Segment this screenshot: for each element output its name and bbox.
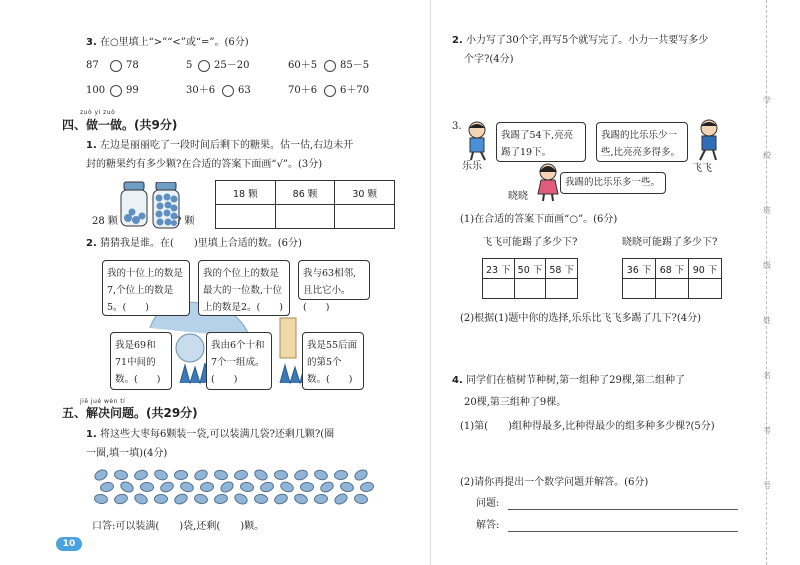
jujube-icon: [279, 480, 296, 495]
option-cell: 90 下: [689, 259, 722, 279]
spine-label: 学: [763, 96, 771, 105]
jujube-icon: [113, 469, 128, 481]
jujube-icon: [213, 493, 229, 505]
option-cell: 30 颗: [335, 181, 395, 205]
jujube-group: [94, 470, 394, 510]
jujube-icon: [293, 468, 310, 482]
sec5-pinyin: jiě jué wèn tí: [80, 398, 126, 405]
spine-label: 班: [763, 206, 771, 215]
jujube-icon: [133, 468, 149, 481]
compare-circle[interactable]: [110, 60, 122, 72]
right-q3-number: 3.: [452, 121, 462, 132]
jujube-icon: [174, 470, 188, 480]
xiaoxiao-name: 晓晓: [508, 191, 528, 202]
question-answer-line[interactable]: [508, 509, 738, 510]
jujube-icon: [319, 480, 336, 495]
option-cell: 23 下: [483, 259, 515, 279]
spine-label: 姓: [763, 316, 771, 325]
jujube-icon: [92, 467, 109, 483]
right-q4-text-a: 同学们在植树节种树,第一组种了29棵,第二组种了: [465, 375, 686, 386]
jujube-icon: [99, 481, 115, 493]
xiaoxiao-question: 晓晓可能踢了多少下?: [622, 237, 718, 248]
compare-right: 78: [126, 60, 139, 71]
sec4-q2: [86, 237, 302, 251]
answer-cell[interactable]: [656, 279, 689, 299]
option-cell: 36 下: [623, 259, 656, 279]
compare-left: 60＋5: [288, 60, 318, 71]
jujube-icon: [359, 481, 375, 493]
candy-options-table: [215, 180, 395, 229]
compare-right: 25－20: [214, 60, 250, 71]
sec4-q2-text: 猜猜我是谁。在( )里填上合适的数。(6分): [99, 238, 302, 249]
right-q3-sub1: (1)在合适的答案下面画“○”。(6分): [460, 214, 618, 225]
jujube-icon: [352, 467, 369, 483]
spine-label: 号: [763, 481, 771, 490]
left-q3-text: 在○里填上“>”“<”或“=”。(6分): [99, 37, 249, 48]
compare-right: 99: [126, 85, 139, 96]
jujube-icon: [259, 480, 275, 493]
jujube-icon: [133, 492, 150, 507]
sec4-title: 四、做一做。(共9分): [62, 118, 178, 132]
compare-left: 70＋6: [288, 85, 318, 96]
jujube-icon: [218, 479, 235, 495]
jujube-icon: [213, 469, 229, 482]
riddle-card: 我与63相邻,且比它小。( ): [298, 260, 370, 300]
jujube-icon: [140, 482, 155, 493]
page-divider: [430, 0, 431, 565]
riddle-card: 我是69和71中间的数。( ): [110, 332, 172, 390]
sec5-q1-text-a: 将这些大枣每6颗装一袋,可以装满几袋?还剩几颗?(圈: [99, 429, 335, 440]
answer-cell[interactable]: [623, 279, 656, 299]
jujube-icon: [93, 493, 108, 505]
jujube-icon: [339, 481, 355, 494]
jujube-icon: [159, 480, 176, 494]
compare-right: 85－5: [340, 60, 370, 71]
answer-cell[interactable]: [335, 205, 395, 229]
right-q4-number: 4.: [452, 375, 463, 386]
option-cell: 18 颗: [216, 181, 276, 205]
option-cell: 86 颗: [275, 181, 335, 205]
compare-left: 30＋6: [186, 85, 216, 96]
jujube-icon: [273, 492, 289, 506]
compare-circle[interactable]: [324, 85, 336, 97]
answer-cell[interactable]: [216, 205, 276, 229]
xiaoxiao-speech-bubble: 我踢的比乐乐多一些。: [560, 172, 666, 194]
jujube-icon: [353, 493, 368, 505]
jujube-icon: [239, 481, 254, 493]
feifei-character-icon: [694, 118, 724, 166]
feifei-question: 飞飞可能踢了多少下?: [482, 237, 578, 248]
jujube-icon: [193, 493, 209, 506]
lele-character-icon: [462, 120, 492, 162]
xiaoxiao-character-icon: [534, 162, 562, 202]
riddle-card: 我的十位上的数是7,个位上的数是5。( ): [102, 260, 190, 316]
spine-label: 校: [763, 151, 771, 160]
jujube-icon: [113, 492, 129, 505]
jujube-icon: [313, 468, 329, 482]
right-q4: [452, 374, 752, 410]
jujube-icon: [314, 493, 329, 504]
jujube-icon: [334, 469, 349, 480]
jujube-icon: [193, 468, 210, 483]
answer-label: 解答:: [476, 520, 500, 531]
feifei-name: 飞飞: [692, 163, 712, 174]
jujube-icon: [233, 469, 249, 481]
right-q4-sub2: (2)请你再提出一个数学问题并解答。(6分): [460, 477, 649, 488]
jujube-icon: [300, 482, 314, 492]
sec4-q1-number: 1.: [86, 140, 97, 151]
sec5-q1: [86, 428, 406, 461]
jar-right-label: ? 颗: [176, 216, 195, 227]
spine-label: 级: [763, 261, 771, 270]
jujube-icon: [119, 479, 136, 494]
sec4-q2-number: 2.: [86, 238, 97, 249]
sec5-q1-answer: 口答:可以装满( )袋,还剩( )颗。: [92, 521, 265, 532]
jujube-icon: [254, 494, 269, 505]
elephant-icon: [176, 334, 204, 362]
jujube-icon: [253, 467, 270, 482]
giraffe-icon: [280, 318, 296, 358]
spine-label: 名: [763, 371, 771, 380]
right-q2: [452, 34, 752, 67]
right-q4-sub1: (1)第( )组种得最多,比种得最少的组多种多少棵?(5分): [460, 421, 715, 432]
compare-circle[interactable]: [324, 60, 336, 72]
compare-left: 100: [86, 85, 106, 96]
sec5-title: 五、解决问题。(共29分): [62, 406, 198, 420]
feifei-options-table: [482, 258, 578, 299]
question-label: 问题:: [476, 498, 500, 509]
compare-right: 63: [238, 85, 251, 96]
sec4-pinyin: zuò yi zuò: [80, 109, 116, 116]
spine-label: 考: [763, 426, 771, 435]
answer-cell[interactable]: [689, 279, 722, 299]
left-q3-prompt: [86, 36, 249, 50]
sec5-q1-number: 1.: [86, 429, 97, 440]
page-number: 10: [56, 537, 82, 551]
compare-left: 5: [186, 60, 193, 71]
jujube-icon: [332, 491, 349, 506]
jujube-icon: [154, 494, 168, 504]
sec4-q1: [86, 139, 406, 172]
riddle-card: 我的个位上的数是最大的一位数,十位上的数是2。( ): [198, 260, 290, 316]
option-cell: 58 下: [546, 259, 578, 279]
compare-circle[interactable]: [110, 85, 122, 97]
sec4-q1-text-a: 左边是丽丽吃了一段时间后剩下的糖果。估一估,右边未开: [99, 140, 354, 151]
compare-right: 6＋70: [340, 85, 370, 96]
jujube-icon: [200, 481, 215, 492]
left-q3-number: 3.: [86, 37, 97, 48]
jujube-icon: [153, 468, 170, 482]
jar-left-label: 28 颗: [92, 216, 118, 227]
right-q4-text-b: 20棵,第三组种了9棵。: [464, 397, 567, 408]
xiaoxiao-options-table: [622, 258, 722, 299]
jujube-icon: [274, 470, 289, 481]
jujube-icon: [293, 492, 309, 506]
answer-cell[interactable]: [275, 205, 335, 229]
right-q2-text-b: 个字?(4分): [464, 54, 514, 65]
feifei-speech-bubble: 我踢的比乐乐少一些,比亮亮多得多。: [596, 122, 688, 162]
answer-cell[interactable]: [514, 279, 546, 299]
compare-circle[interactable]: [198, 60, 210, 72]
sec4-q1-text-b: 封的糖果约有多少颗?在合适的答案下面画“√”。(3分): [86, 159, 323, 170]
lele-name: 乐乐: [462, 161, 482, 172]
jujube-icon: [232, 491, 249, 506]
option-cell: 68 下: [656, 259, 689, 279]
right-q2-text-a: 小力写了30个字,再写5个就写完了。小力一共要写多少: [465, 35, 709, 46]
answer-line[interactable]: [508, 531, 738, 532]
sec5-q1-text-b: 一圈,填一填)(4分): [86, 448, 168, 459]
compare-circle[interactable]: [222, 85, 234, 97]
jujube-icon: [179, 480, 195, 494]
right-q3-sub2: (2)根据(1)题中你的选择,乐乐比飞飞多踢了几下?(4分): [460, 313, 702, 324]
answer-cell[interactable]: [546, 279, 578, 299]
answer-cell[interactable]: [483, 279, 515, 299]
option-cell: 50 下: [514, 259, 546, 279]
lele-speech-bubble: 我踢了54下,亮亮踢了19下。: [496, 122, 586, 162]
jujube-icon: [173, 492, 190, 507]
compare-left: 87: [86, 60, 99, 71]
right-q2-number: 2.: [452, 35, 463, 46]
riddle-card: 我由6个十和7个一组成。( ): [206, 332, 272, 390]
riddle-card: 我是55后面的第5个数。( ): [302, 332, 364, 390]
